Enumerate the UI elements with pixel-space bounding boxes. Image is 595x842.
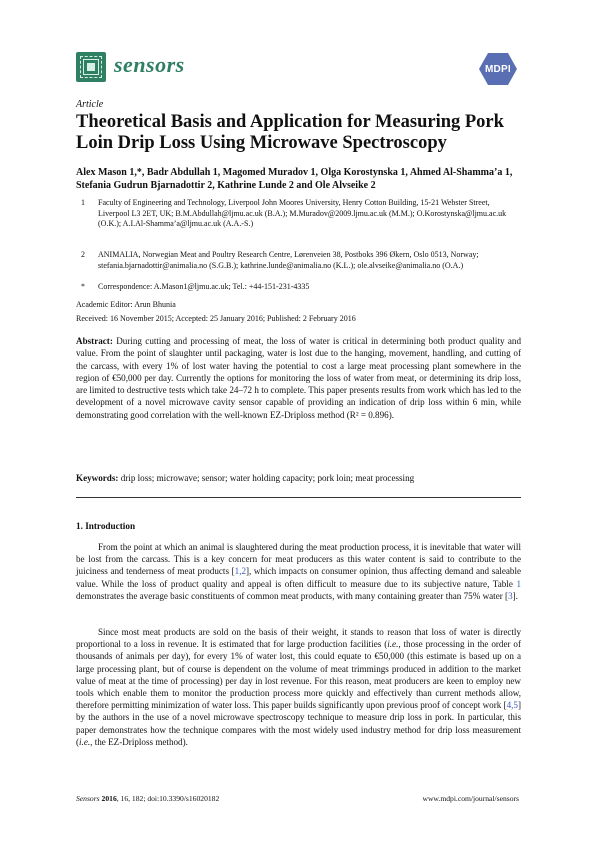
intro-paragraph-2 bbox=[76, 626, 521, 748]
paragraph-text: , the EZ-Driploss method). bbox=[90, 736, 188, 747]
paragraph-text: ], which impacts on consumer opinion, thus affecting demand and saleable value. While the loss of product quality and appeal is often difficult to measure due to its subjective nature, Table bbox=[76, 566, 522, 589]
paragraph-text: From the point at which an animal is slaughtered during the meat production process, it is inevitable that water will be lost from the carcass. This is a key concern for meat producers as this water content is said to contribute to the juiciness and tenderness of meat products [ bbox=[76, 542, 521, 577]
paragraph-text: ] by the authors in the use of a novel microwave spectroscopy technique to measure drip loss in pork. In particular, this paper demonstrates how the technique compares with the most widely used industry method for drip loss measurement ( bbox=[76, 700, 521, 747]
footer-citation bbox=[76, 794, 219, 803]
affiliation-text: Faculty of Engineering and Technology, Liverpool John Moores University, Henry Cotton Building, 15-21 Webster Street, Liverpool L3 2ET, UK; B.M.Abdullah@ljmu.ac.uk (B.A.); M.Muradov@2009.ljmu.ac.uk (M.M.); O.Korostynska@ljmu.ac.uk (O.K.); A.I.Al-Shamma’a@ljmu.ac.uk (A.A.-S.) bbox=[98, 198, 507, 229]
abstract-text: During cutting and processing of meat, the loss of water is critical in determining both product quality and value. From the point of slaughter until packaging, water is lost due to the hanging, movement, handling, and cutting of the carcass, with every 1% of lost water having the potential to cost a large meat processing plant somewhere in the region of €50,000 per day. Currently the options for monitoring the loss of water from meat, or determining its drip loss, are limited to destructive tests which take 24–72 h to complete. This paper presents results from work which has led to the development of a novel microwave cavity sensor capable of providing an indication of drip loss within 6 min, while demonstrating good correlation with the well-known EZ-Driploss method (R² = 0.896). bbox=[76, 336, 521, 420]
intro-paragraph-1 bbox=[76, 541, 521, 602]
section-title: 1. Introduction bbox=[76, 521, 136, 531]
footer-url[interactable]: www.mdpi.com/journal/sensors bbox=[422, 794, 519, 803]
journal-name: sensors bbox=[114, 52, 185, 77]
paragraph-text: demonstrates the average basic constituents of common meat products, with many containing greater than 75% water [ bbox=[76, 590, 509, 601]
citation-link[interactable]: 1,2 bbox=[234, 566, 247, 577]
affiliation-number: 2 bbox=[81, 250, 85, 259]
abstract-label: Abstract: bbox=[76, 336, 113, 346]
paragraph-italic: i.e. bbox=[79, 736, 91, 747]
publication-dates: Received: 16 November 2015; Accepted: 25 January 2016; Published: 2 February 2016 bbox=[76, 314, 356, 323]
footer-journal: Sensors bbox=[76, 794, 100, 803]
section-divider bbox=[76, 497, 521, 498]
correspondence-text: Correspondence: A.Mason1@ljmu.ac.uk; Tel.: +44-151-231-4335 bbox=[98, 282, 310, 291]
keywords bbox=[76, 472, 521, 484]
affiliation-text: ANIMALIA, Norwegian Meat and Poultry Research Centre, Lørenveien 38, Postboks 396 Økern, Oslo 0513, Norway; stefania.bjarnadottir@animalia.no (S.G.B.); kathrine.lunde@animalia.no (K.L.); ole.alvseike@animalia.no (O.A.) bbox=[98, 250, 479, 270]
academic-editor: Academic Editor: Arun Bhunia bbox=[76, 300, 176, 309]
paragraph-italic: i.e. bbox=[387, 639, 399, 650]
mdpi-logo-text: MDPI bbox=[485, 64, 511, 75]
article-type: Article bbox=[76, 99, 104, 110]
abstract bbox=[76, 335, 521, 421]
sensors-logo-icon bbox=[76, 52, 106, 82]
author-list: Alex Mason 1,*, Badr Abdullah 1, Magomed Muradov 1, Olga Korostynska 1, Ahmed Al-Shamma’a 1, Stefania Gudrun Bjarnadottir 2, Kathrine Lunde 2 and Ole Alvseike 2 bbox=[76, 167, 513, 191]
footer-citation-rest: , 16, 182; doi:10.3390/s16020182 bbox=[116, 794, 220, 803]
citation-link[interactable]: 3 bbox=[508, 590, 513, 601]
keywords-label: Keywords: bbox=[76, 473, 119, 483]
paragraph-text: , those processing in the order of thousands of animals per day), for every 1% of water lost, this could equate to €50,000 (this estimate is based up on a large processing plant, but of course is dependent on the volume of meat trimmings produced in addition to the market value of meat at the time of processing) per day in lost revenue. For this reason, meat producers are keen to employ new tools which enable them to monitor the production process more quickly and effectively than current methods allow, therefore permitting minimization of water loss. This paper builds significantly upon previous proof of concept work [ bbox=[76, 639, 521, 711]
correspondence-mark: * bbox=[81, 282, 85, 291]
mdpi-logo bbox=[478, 52, 518, 86]
affiliation-number: 1 bbox=[81, 198, 85, 207]
citation-link[interactable]: 4,5 bbox=[506, 700, 518, 711]
footer-year: 2016 bbox=[101, 794, 117, 803]
table-link[interactable]: 1 bbox=[516, 578, 521, 589]
keywords-text: drip loss; microwave; sensor; water holding capacity; pork loin; meat processing bbox=[120, 473, 415, 483]
paper-title: Theoretical Basis and Application for Measuring Pork Loin Drip Loss Using Microwave Spectroscopy bbox=[76, 112, 504, 153]
paragraph-text: ]. bbox=[512, 590, 518, 601]
paragraph-text: Since most meat products are sold on the basis of their weight, it stands to reason that loss of water is directly proportional to a loss in revenue. It is estimated that for large production facilities ( bbox=[76, 627, 521, 650]
